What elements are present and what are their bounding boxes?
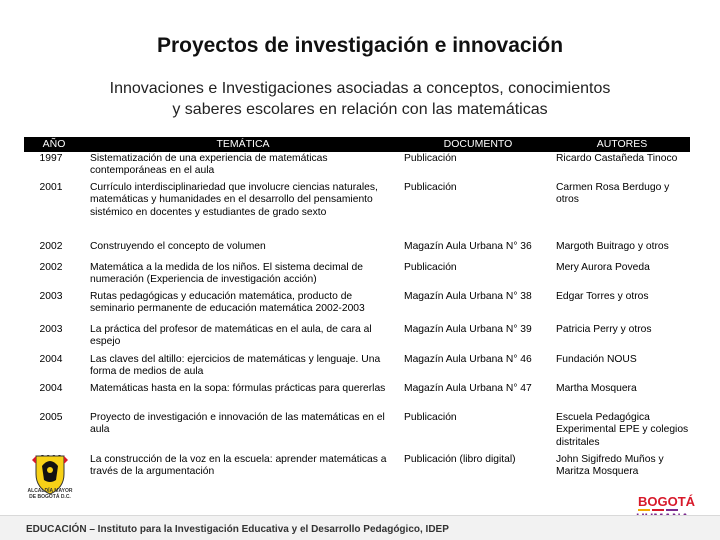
cell-document: Publicación (libro digital) [404, 454, 516, 465]
cell-topic: Construyendo el concepto de volumen [90, 241, 266, 252]
cell-year: 2002 [39, 241, 63, 252]
cell-authors: Margoth Buitrago y otros [556, 241, 669, 252]
cell-document: Magazín Aula Urbana N° 46 [404, 354, 532, 365]
cell-year: 2002 [39, 262, 63, 273]
cell-document: Publicación [404, 153, 457, 164]
cell-authors: Edgar Torres y otros [556, 291, 649, 302]
cell-authors: John Sigifredo Muños y Maritza Mosquera [556, 454, 664, 478]
table-row [24, 324, 690, 349]
header-topic: TEMÁTICA [216, 138, 270, 150]
cell-topic: Currículo interdisciplinariedad que involucre ciencias naturales, matemáticas y humanidades en el desarrollo del pensamiento sistémico en docentes y estudiantes de grado sexto [90, 182, 378, 218]
subtitle-line-1: Innovaciones e Investigaciones asociadas a conceptos, conocimientos [109, 80, 611, 97]
cell-authors: Mery Aurora Poveda [556, 262, 650, 273]
table-row [24, 383, 690, 395]
cell-year: 2004 [39, 383, 63, 394]
cell-authors: Martha Mosquera [556, 383, 637, 394]
cell-topic: La construcción de la voz en la escuela: aprender matemáticas a través de la argumentación [90, 454, 387, 478]
cell-topic: Rutas pedagógicas y educación matemática, producto de seminario permanente de educación matemática 2002-2003 [90, 291, 365, 315]
footer-text: EDUCACIÓN – Instituto para la Investigación Educativa y el Desarrollo Pedagógico, IDEP [26, 524, 449, 535]
cell-topic: Las claves del altillo: ejercicios de matemáticas y lenguaje. Una forma de medios de aula [90, 354, 381, 378]
alcaldia-line-2: DE BOGOTÁ D.C. [29, 494, 71, 500]
footer-bar [0, 515, 720, 540]
cell-authors: Patricia Perry y otros [556, 324, 652, 335]
cell-topic: Matemática a la medida de los niños. El sistema decimal de numeración (Experiencia de investigación acción) [90, 262, 363, 286]
cell-document: Publicación [404, 182, 457, 193]
cell-topic: Proyecto de investigación e innovación de las matemáticas en el aula [90, 412, 385, 436]
cell-year: 2005 [39, 412, 63, 423]
table-row [24, 153, 690, 178]
bogota-logo-line-1: BOGOTÁ [638, 494, 696, 509]
table-row [24, 291, 690, 316]
projects-table [24, 137, 690, 482]
header-year: AÑO [42, 138, 66, 150]
cell-document: Publicación [404, 262, 457, 273]
cell-authors: Ricardo Castañeda Tinoco [556, 153, 678, 164]
cell-topic: La práctica del profesor de matemáticas en el aula, de cara al espejo [90, 324, 372, 348]
table-row [24, 354, 690, 379]
header-authors: AUTORES [596, 138, 648, 150]
cell-document: Magazín Aula Urbana N° 47 [404, 383, 532, 394]
table-header [24, 137, 690, 152]
cell-authors: Fundación NOUS [556, 354, 637, 365]
cell-year: 2001 [39, 182, 63, 193]
page-title: Proyectos de investigación e innovación [156, 34, 564, 57]
cell-topic: Sistematización de una experiencia de matemáticas contemporáneas en el aula [90, 153, 328, 177]
cell-document: Publicación [404, 412, 457, 423]
table-row [24, 412, 690, 449]
cell-authors: Carmen Rosa Berdugo y otros [556, 182, 670, 206]
cell-year: 1997 [39, 153, 63, 164]
header-document: DOCUMENTO [443, 138, 513, 150]
alcaldia-line-1: ALCALDÍA MAYOR [27, 488, 73, 494]
cell-document: Magazín Aula Urbana N° 38 [404, 291, 532, 302]
cell-authors: Escuela Pedagógica Experimental EPE y colegios distritales [556, 412, 689, 448]
table-row [24, 182, 690, 219]
cell-year: 2004 [39, 354, 63, 365]
table-row [24, 241, 690, 253]
alcaldia-label [22, 488, 78, 500]
page-subtitle [60, 78, 660, 120]
table-row [24, 454, 690, 479]
cell-document: Magazín Aula Urbana N° 36 [404, 241, 532, 252]
cell-year: 2003 [39, 324, 63, 335]
cell-year: 2003 [39, 291, 63, 302]
table-row [24, 262, 690, 287]
cell-document: Magazín Aula Urbana N° 39 [404, 324, 532, 335]
cell-topic: Matemáticas hasta en la sopa: fórmulas prácticas para quererlas [90, 383, 386, 394]
subtitle-line-2: y saberes escolares en relación con las matemáticas [172, 101, 548, 118]
table-body [24, 152, 690, 482]
